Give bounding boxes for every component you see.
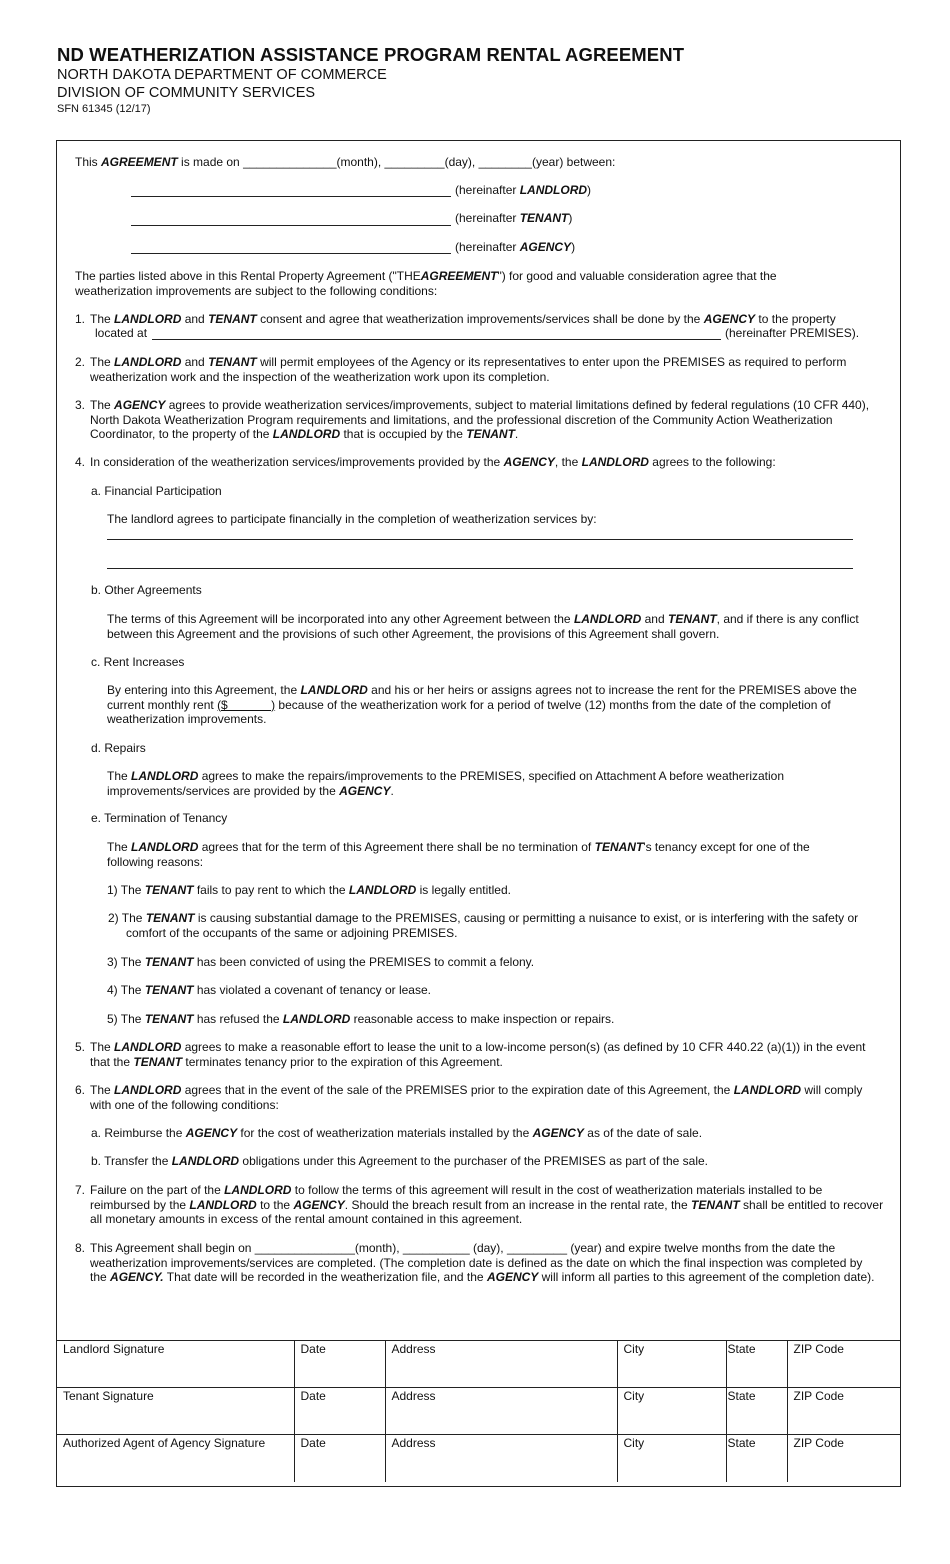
agency-date-field[interactable]: Date	[294, 1435, 385, 1482]
agency-address-field[interactable]: Address	[385, 1435, 617, 1482]
tenant-signature-row	[57, 1388, 901, 1435]
repairs-label: d. Repairs	[91, 741, 146, 755]
property-address-field[interactable]	[152, 339, 721, 340]
monthly-rent-field[interactable]: ($ )	[217, 697, 276, 712]
tenant-city-field[interactable]: City	[617, 1388, 726, 1435]
landlord-address-field[interactable]: Address	[385, 1341, 617, 1388]
termination-text: The LANDLORD agrees that for the term of this Agreement there shall be no termination of TENANT's tenancy except for one of the following reasons:	[107, 840, 810, 869]
reason-2: 2) The TENANT is causing substantial damage to the PREMISES, causing or permitting a nuisance to exist, or is interfering with the safety or comfort of the occupants of the same or adjoining PREMISES.	[108, 911, 859, 940]
sale-option-a: a. Reimburse the AGENCY for the cost of weatherization materials installed by the AGENCY as of the date of sale.	[91, 1126, 703, 1140]
agreement-date-line: This AGREEMENT is made on ______________(month), _________(day), ________(year) between:	[75, 155, 616, 169]
agency-signature-field[interactable]: Authorized Agent of Agency Signature	[57, 1435, 294, 1482]
tenant-date-field[interactable]: Date	[294, 1388, 385, 1435]
tenant-zip-field[interactable]: ZIP Code	[787, 1388, 901, 1435]
clause-8-text: This Agreement shall begin on _______________(month), __________ (day), _________ (year) and expire twelve months from the date the weatherization improvements/services are completed. (The completion date is defined as the date on which the final inspection was completed by the AGENCY. That date will be recorded in the weatherization file, and the AGENCY will inform all parties to this agreement of the completion date).	[90, 1241, 875, 1284]
tenant-name-field[interactable]	[131, 225, 451, 226]
agency-designation: (hereinafter AGENCY)	[455, 240, 576, 254]
landlord-city-field[interactable]: City	[617, 1341, 726, 1388]
form-title: ND WEATHERIZATION ASSISTANCE PROGRAM RENTAL AGREEMENT	[57, 44, 685, 65]
clause-1-number: 1.	[75, 312, 86, 326]
landlord-date-field[interactable]: Date	[294, 1341, 385, 1388]
division-name: DIVISION OF COMMUNITY SERVICES	[57, 85, 316, 101]
rent-increases-label: c. Rent Increases	[91, 655, 185, 669]
agency-zip-field[interactable]: ZIP Code	[787, 1435, 901, 1482]
signature-table	[57, 1340, 901, 1482]
agency-signature-row	[57, 1435, 901, 1482]
financial-participation-text: The landlord agrees to participate financially in the completion of weatherization services by:	[107, 512, 597, 526]
financial-line-1[interactable]	[107, 539, 853, 540]
clause-7-number: 7.	[75, 1183, 86, 1197]
clause-1-premises: (hereinafter PREMISES).	[725, 326, 860, 340]
form-number: SFN 61345 (12/17)	[57, 103, 151, 115]
agency-state-field[interactable]: State	[726, 1435, 787, 1482]
termination-label: e. Termination of Tenancy	[91, 811, 228, 825]
rent-increases-text: By entering into this Agreement, the LANDLORD and his or her heirs or assigns agrees not to increase the rent for the PREMISES above the current monthly rent ($ ) because of the weatherization work for a period of twelve (12) months from the date of the completion of weatherization improvements.	[107, 683, 857, 726]
financial-line-2[interactable]	[107, 568, 853, 569]
agency-city-field[interactable]: City	[617, 1435, 726, 1482]
clause-6-text: The LANDLORD agrees that in the event of the sale of the PREMISES prior to the expiration date of this Agreement, the LANDLORD will comply with one of the following conditions:	[90, 1083, 863, 1112]
repairs-text: The LANDLORD agrees to make the repairs/improvements to the PREMISES, specified on Attachment A before weatherization improvements/services are provided by the AGENCY.	[107, 769, 785, 798]
other-agreements-label: b. Other Agreements	[91, 583, 202, 597]
clause-5-number: 5.	[75, 1040, 86, 1054]
clause-8-number: 8.	[75, 1241, 86, 1255]
parties-paragraph: The parties listed above in this Rental Property Agreement ("THEAGREEMENT") for good and valuable consideration agree that the weatherization improvements are subject to the following conditions:	[75, 269, 777, 298]
financial-participation-label: a. Financial Participation	[91, 484, 222, 498]
tenant-designation: (hereinafter TENANT)	[455, 211, 573, 225]
clause-4-text: In consideration of the weatherization services/improvements provided by the AGENCY, the LANDLORD agrees to the following:	[90, 455, 776, 469]
clause-2-number: 2.	[75, 355, 86, 369]
clause-5-text: The LANDLORD agrees to make a reasonable effort to lease the unit to a low-income person(s) (as defined by 10 CFR 440.22 (a)(1)) in the event that the TENANT terminates tenancy prior to the expiration of this Agreement.	[90, 1040, 866, 1069]
sale-option-b: b. Transfer the LANDLORD obligations under this Agreement to the purchaser of the PREMISES as part of the sale.	[91, 1154, 708, 1168]
landlord-zip-field[interactable]: ZIP Code	[787, 1341, 901, 1388]
tenant-state-field[interactable]: State	[726, 1388, 787, 1435]
clause-1-located: located at	[95, 326, 148, 340]
reason-3: 3) The TENANT has been convicted of using the PREMISES to commit a felony.	[107, 955, 535, 969]
clause-3-text: The AGENCY agrees to provide weatherization services/improvements, subject to material limitations defined by federal regulations (10 CFR 440), North Dakota Weatherization Program requirements and limitations, and the professional discretion of the Community Action Weatherization Coordinator, to the property of the LANDLORD that is occupied by the TENANT.	[90, 398, 870, 441]
tenant-address-field[interactable]: Address	[385, 1388, 617, 1435]
landlord-designation: (hereinafter LANDLORD)	[455, 183, 592, 197]
clause-2-text: The LANDLORD and TENANT will permit employees of the Agency or its representatives to enter upon the PREMISES as required to perform weatherization work and the inspection of the weatherization work upon its completion.	[90, 355, 847, 384]
landlord-name-field[interactable]	[131, 196, 451, 197]
clause-4-number: 4.	[75, 455, 86, 469]
agency-name-field[interactable]	[131, 253, 451, 254]
landlord-signature-field[interactable]: Landlord Signature	[57, 1341, 294, 1388]
clause-1-text: The LANDLORD and TENANT consent and agree that weatherization improvements/services shall be done by the AGENCY to the property	[90, 312, 836, 326]
tenant-signature-field[interactable]: Tenant Signature	[57, 1388, 294, 1435]
reason-4: 4) The TENANT has violated a covenant of tenancy or lease.	[107, 983, 431, 997]
other-agreements-text: The terms of this Agreement will be incorporated into any other Agreement between the LANDLORD and TENANT, and if there is any conflict between this Agreement and the provisions of such other Agreement, the provisions of this Agreement shall govern.	[107, 612, 859, 641]
clause-7-text: Failure on the part of the LANDLORD to follow the terms of this agreement will result in the cost of weatherization materials installed to be reimbursed by the LANDLORD to the AGENCY. Should the breach result from an increase in the rental rate, the TENANT shall be entitled to recover all monetary amounts in excess of the rental amount contained in this agreement.	[90, 1183, 884, 1226]
landlord-signature-row	[57, 1341, 901, 1388]
reason-5: 5) The TENANT has refused the LANDLORD reasonable access to make inspection or repairs.	[107, 1012, 615, 1026]
clause-6-number: 6.	[75, 1083, 86, 1097]
landlord-state-field[interactable]: State	[726, 1341, 787, 1388]
department-name: NORTH DAKOTA DEPARTMENT OF COMMERCE	[57, 67, 387, 83]
reason-1: 1) The TENANT fails to pay rent to which the LANDLORD is legally entitled.	[107, 883, 511, 897]
clause-3-number: 3.	[75, 398, 86, 412]
